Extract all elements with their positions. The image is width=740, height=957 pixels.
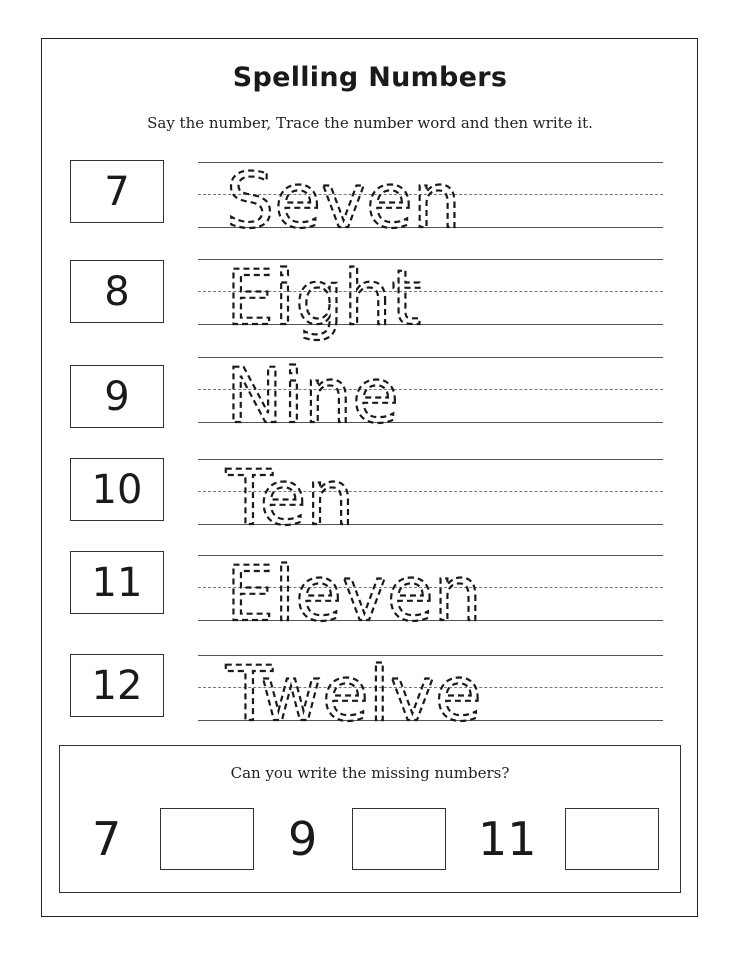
answer-box[interactable] <box>160 808 254 870</box>
writing-lines[interactable] <box>198 549 663 638</box>
writing-lines[interactable] <box>198 351 663 440</box>
trace-word <box>198 351 663 447</box>
trace-text: Ten <box>226 453 355 542</box>
trace-text: Twelve <box>226 649 482 738</box>
sequence-number: 9 <box>288 812 318 866</box>
number-box: 10 <box>70 458 164 521</box>
instructions: Say the number, Trace the number word and then write it. <box>147 114 593 132</box>
missing-numbers-panel <box>59 745 681 893</box>
number-box: 11 <box>70 551 164 614</box>
missing-numbers-question: Can you write the missing numbers? <box>230 764 510 782</box>
trace-word <box>198 549 663 645</box>
trace-text: Eleven <box>226 549 482 638</box>
number-box: 9 <box>70 365 164 428</box>
trace-word <box>198 649 663 745</box>
writing-lines[interactable] <box>198 253 663 342</box>
writing-lines[interactable] <box>198 156 663 245</box>
trace-word <box>198 156 663 252</box>
sequence-number: 7 <box>92 812 122 866</box>
trace-word <box>198 453 663 549</box>
writing-lines[interactable] <box>198 453 663 542</box>
number-box: 12 <box>70 654 164 717</box>
trace-text: Eight <box>226 253 422 342</box>
number-box: 8 <box>70 260 164 323</box>
page-title: Spelling Numbers <box>232 62 508 93</box>
sequence-number: 11 <box>478 812 537 866</box>
trace-text: Nine <box>226 351 399 440</box>
number-box: 7 <box>70 160 164 223</box>
trace-word <box>198 253 663 349</box>
writing-lines[interactable] <box>198 649 663 738</box>
answer-box[interactable] <box>352 808 446 870</box>
trace-text: Seven <box>226 156 461 245</box>
answer-box[interactable] <box>565 808 659 870</box>
